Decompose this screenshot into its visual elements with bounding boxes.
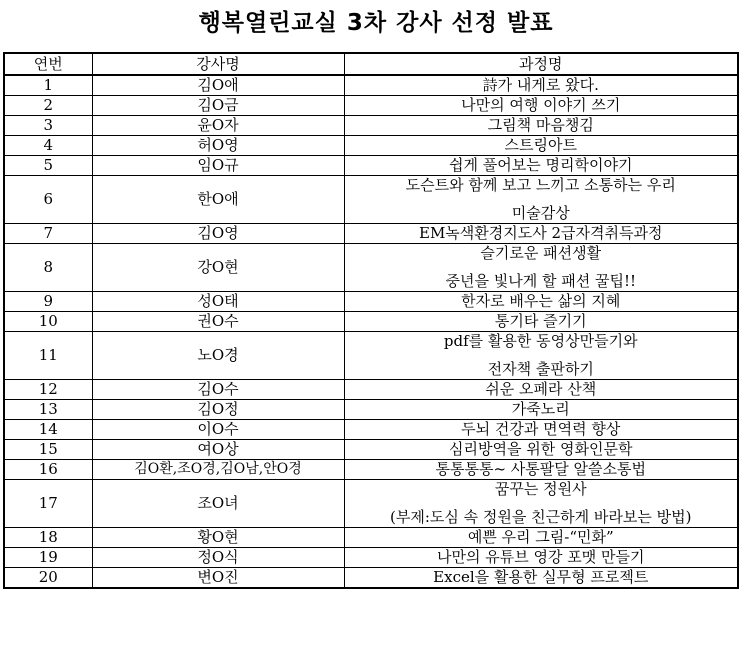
row-number: 14 (4, 420, 92, 440)
course-title (344, 136, 738, 156)
course-title (344, 400, 738, 420)
header-course: 과정명 (344, 53, 738, 75)
table-row (4, 96, 738, 116)
instructor-name: 임O규 (92, 156, 344, 176)
course-title-line: pdf를 활용한 동영상만들기와 (443, 332, 638, 350)
row-number: 7 (4, 224, 92, 244)
course-title-line: 두뇌 건강과 면역력 향상 (461, 420, 621, 438)
table-row (4, 176, 738, 224)
row-number: 8 (4, 244, 92, 292)
course-title-line: 쉬운 오페라 산책 (485, 380, 597, 398)
table-row (4, 244, 738, 292)
row-number: 16 (4, 460, 92, 480)
course-title (344, 312, 738, 332)
row-number: 1 (4, 75, 92, 96)
course-title (344, 460, 738, 480)
row-number: 2 (4, 96, 92, 116)
row-number: 15 (4, 440, 92, 460)
course-title-line: 스트링아트 (504, 136, 577, 154)
instructor-name: 성O태 (92, 292, 344, 312)
table-row (4, 156, 738, 176)
instructor-name: 여O상 (92, 440, 344, 460)
course-title-line: 슬기로운 패션생활 (480, 244, 602, 262)
course-title (344, 156, 738, 176)
row-number: 6 (4, 176, 92, 224)
instructor-name: 허O영 (92, 136, 344, 156)
course-title-line: 꿈꾸는 정원사 (494, 480, 587, 498)
instructor-name: 김O애 (92, 75, 344, 96)
table-row (4, 75, 738, 96)
instructor-name: 한O애 (92, 176, 344, 224)
instructor-name: 이O수 (92, 420, 344, 440)
course-title (344, 116, 738, 136)
header-number: 연번 (4, 53, 92, 75)
table-row (4, 548, 738, 568)
course-title (344, 380, 738, 400)
table-row (4, 440, 738, 460)
course-title-line: 한자로 배우는 삶의 지혜 (461, 292, 621, 310)
table-row (4, 116, 738, 136)
course-title-line: (부제:도심 속 정원을 친근하게 바라보는 방법) (390, 508, 692, 526)
row-number: 4 (4, 136, 92, 156)
course-title (344, 480, 738, 528)
table-row (4, 332, 738, 380)
row-number: 17 (4, 480, 92, 528)
instructor-name: 황O현 (92, 528, 344, 548)
instructor-name: 노O경 (92, 332, 344, 380)
instructor-name: 김O정 (92, 400, 344, 420)
table-row (4, 224, 738, 244)
course-title (344, 244, 738, 292)
row-number: 3 (4, 116, 92, 136)
course-title (344, 332, 738, 380)
row-number: 11 (4, 332, 92, 380)
table-row (4, 420, 738, 440)
course-title-line: 통기타 즐기기 (494, 312, 587, 330)
course-title-line: 가죽노리 (511, 400, 570, 418)
course-title (344, 548, 738, 568)
instructor-name: 김O금 (92, 96, 344, 116)
header-row (4, 53, 738, 75)
table-row (4, 292, 738, 312)
row-number: 10 (4, 312, 92, 332)
instructor-name: 강O현 (92, 244, 344, 292)
course-title-line: Excel을 활용한 실무형 프로젝트 (433, 568, 649, 586)
course-title-line: EM녹색환경지도사 2급자격취득과정 (419, 224, 663, 242)
course-title (344, 568, 738, 589)
row-number: 13 (4, 400, 92, 420)
course-title (344, 176, 738, 224)
course-title-line: 예쁜 우리 그림-“민화” (467, 528, 614, 546)
page-title: 행복열린교실 3차 강사 선정 발표 (198, 10, 554, 36)
instructor-name: 김O영 (92, 224, 344, 244)
instructor-name: 정O식 (92, 548, 344, 568)
instructor-name: 변O진 (92, 568, 344, 589)
course-title-line: 쉽게 풀어보는 명리학이야기 (449, 156, 633, 174)
course-title (344, 96, 738, 116)
instructor-name: 김O수 (92, 380, 344, 400)
table-row (4, 480, 738, 528)
course-title-line: 나만의 유튜브 영강 포맷 만들기 (437, 548, 645, 566)
course-title (344, 420, 738, 440)
row-number: 19 (4, 548, 92, 568)
course-title-line: 미술감상 (511, 204, 570, 222)
table-row (4, 528, 738, 548)
table-row (4, 312, 738, 332)
table-row (4, 136, 738, 156)
course-title (344, 224, 738, 244)
course-title-line: 심리방역을 위한 영화인문학 (449, 440, 633, 458)
table-row (4, 400, 738, 420)
row-number: 9 (4, 292, 92, 312)
instructor-table (3, 52, 739, 589)
course-title (344, 528, 738, 548)
course-title-line: 詩가 내게로 왔다. (482, 76, 599, 94)
table-body (4, 75, 738, 588)
instructor-name: 권O수 (92, 312, 344, 332)
course-title-line: 전자책 출판하기 (487, 360, 594, 378)
course-title-line: 중년을 빛나게 할 패션 꿀팁!! (445, 272, 637, 290)
row-number: 20 (4, 568, 92, 589)
instructor-name: 김O환,조O경,김O남,안O경 (92, 460, 344, 480)
table-row (4, 380, 738, 400)
header-instructor: 강사명 (92, 53, 344, 75)
table-row (4, 460, 738, 480)
course-title (344, 75, 738, 96)
instructor-name: 윤O자 (92, 116, 344, 136)
course-title-line: 나만의 여행 이야기 쓰기 (461, 96, 621, 114)
course-title (344, 292, 738, 312)
course-title-line: 도슨트와 함께 보고 느끼고 소통하는 우리 (405, 176, 676, 194)
course-title (344, 440, 738, 460)
row-number: 12 (4, 380, 92, 400)
course-title-line: 통통통통~ 사통팔달 알쓸소통법 (435, 460, 646, 478)
course-title-line: 그림책 마음챙김 (487, 116, 594, 134)
instructor-name: 조O녀 (92, 480, 344, 528)
row-number: 18 (4, 528, 92, 548)
row-number: 5 (4, 156, 92, 176)
table-row (4, 568, 738, 589)
